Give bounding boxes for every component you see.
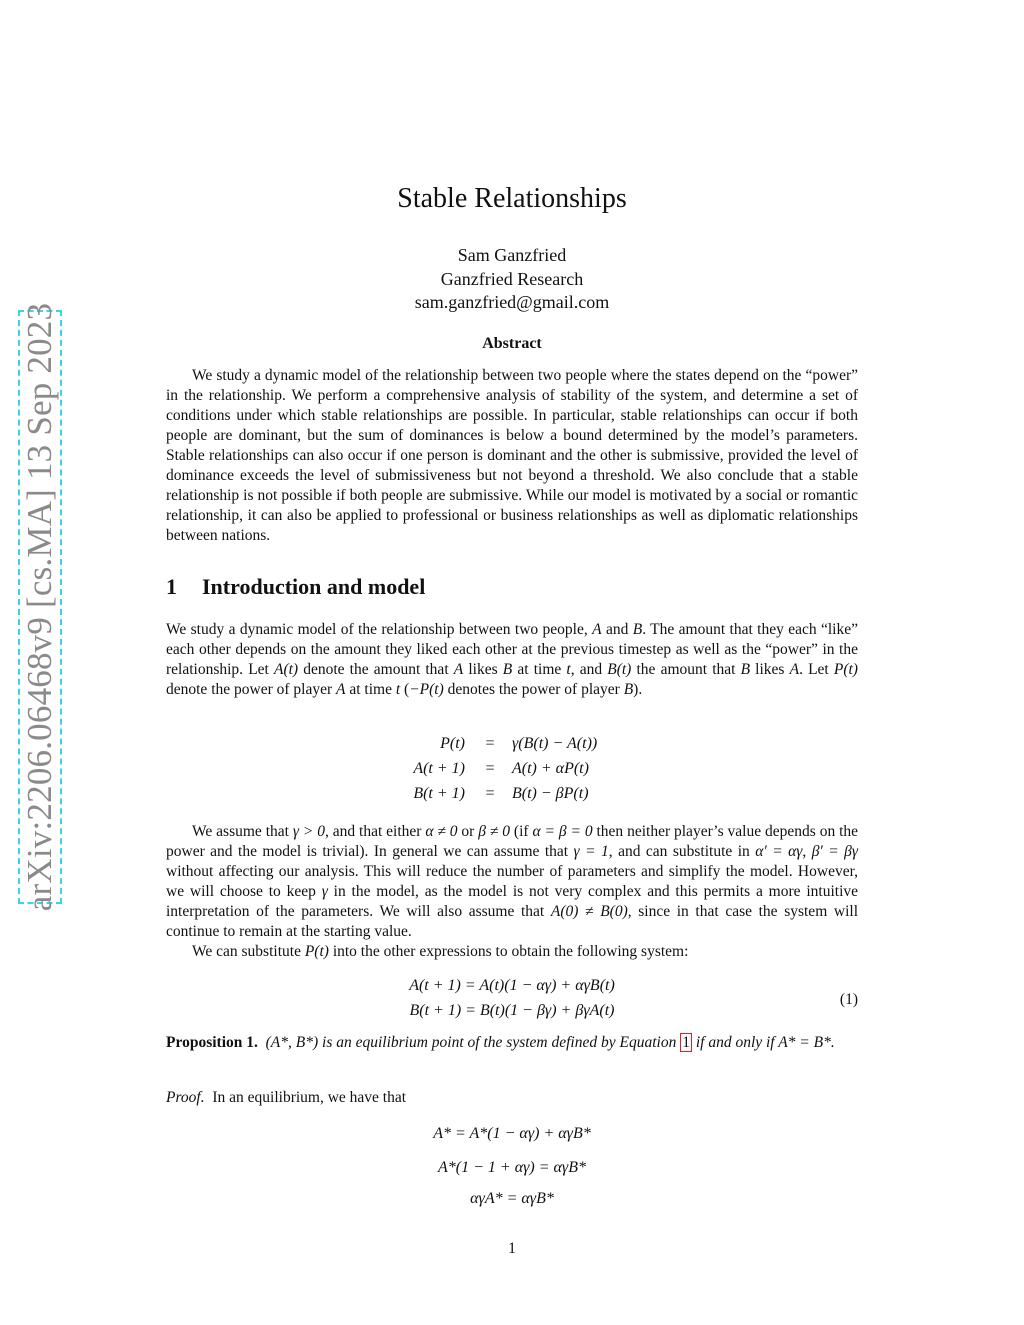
proof-eq-2: A*(1 − 1 + αγ) = αγB*	[438, 1159, 586, 1176]
proof-eq-1: A* = A*(1 − αγ) + αγB*	[433, 1125, 591, 1142]
eq-op-1: =	[485, 735, 495, 752]
eq-lhs-1: P(t)	[440, 735, 465, 752]
section-number: 1	[166, 574, 177, 599]
eq-lhs-3: B(t + 1)	[413, 785, 465, 802]
eq-op-3: =	[485, 785, 495, 802]
equation-1-line-2: B(t + 1) = B(t)(1 − βγ) + βγA(t)	[409, 1002, 615, 1019]
eq-rhs-2: A(t) + αP(t)	[512, 760, 589, 777]
intro-paragraph-1: We study a dynamic model of the relationship between two people, A and B. The amount that they each “like” each other depends on the amount they liked each other at the previous timestep as well as the “power” in the relationship. Let A(t) denote the amount that A likes B at time t, and B(t) the amount that B likes A. Let P(t) denote the power of player A at time t (−P(t) denotes the power of player B).	[166, 621, 858, 698]
abstract-heading: Abstract	[482, 335, 542, 352]
intro-paragraph-3: We can substitute P(t) into the other expressions to obtain the following system:	[192, 943, 689, 960]
eq-op-2: =	[485, 760, 495, 777]
proposition-label: Proposition 1.	[166, 1034, 258, 1051]
equation-1-line-1: A(t + 1) = A(t)(1 − αγ) + αγB(t)	[409, 977, 615, 994]
section-title: Introduction and model	[202, 574, 426, 599]
abstract-text: We study a dynamic model of the relationship between two people where the states depend on the “power” in the relationship. We perform a comprehensive analysis of stability of the system, and determine a set of conditions under which stable relationships are possible. In particular, stable relationships can occur if both people are dominant, but the sum of dominances is below a bound determined by the model’s parameters. Stable relationships can also occur if one person is dominant and the other is submissive, provided the level of dominance exceeds the level of submissiveness but not beyond a threshold. We also conclude that a stable relationship is not possible if both people are submissive. While our model is motivated by a social or romantic relationship, it can also be applied to professional or business relationships as well as diplomatic relationships between nations.	[166, 367, 858, 544]
paper-title: Stable Relationships	[397, 183, 627, 214]
author-email: sam.ganzfried@gmail.com	[414, 292, 610, 312]
eq-lhs-2: A(t + 1)	[413, 760, 465, 777]
arxiv-stamp	[18, 302, 62, 912]
proof-label: Proof.	[166, 1089, 205, 1106]
author-affiliation: Ganzfried Research	[440, 269, 584, 289]
proof-eq-3: αγA* = αγB*	[470, 1190, 554, 1207]
proposition-1: Proposition 1. (A*, B*) is an equilibrium point of the system defined by Equation 1 if and only if A* = B*.	[166, 1034, 835, 1051]
equation-ref-link[interactable]: 1	[682, 1034, 690, 1051]
author-name: Sam Ganzfried	[457, 245, 567, 265]
eq-rhs-3: B(t) − βP(t)	[512, 785, 589, 802]
eq-rhs-1: γ(B(t) − A(t))	[512, 735, 598, 752]
proof-intro: Proof. In an equilibrium, we have that	[166, 1089, 407, 1106]
arxiv-stamp-text: arXiv:2206.06468v9 [cs.MA] 13 Sep 2023	[20, 302, 59, 912]
equation-1-number: (1)	[839, 991, 858, 1008]
page-number: 1	[508, 1240, 516, 1257]
section-heading	[166, 574, 425, 600]
intro-paragraph-2: We assume that γ > 0, and that either α ≠ 0 or β ≠ 0 (if α = β = 0 then neither player’s value depends on the power and the model is trivial). In general we can assume that γ = 1, and can substitute in α′ = αγ, β′ = βγ without affecting our analysis. This will reduce the number of parameters and simplify the model. However, we will choose to keep γ in the model, as the model is not very complex and this permits a more intuitive interpretation of the parameters. We will also assume that A(0) ≠ B(0), since in that case the system will continue to remain at the starting value.	[166, 823, 859, 940]
